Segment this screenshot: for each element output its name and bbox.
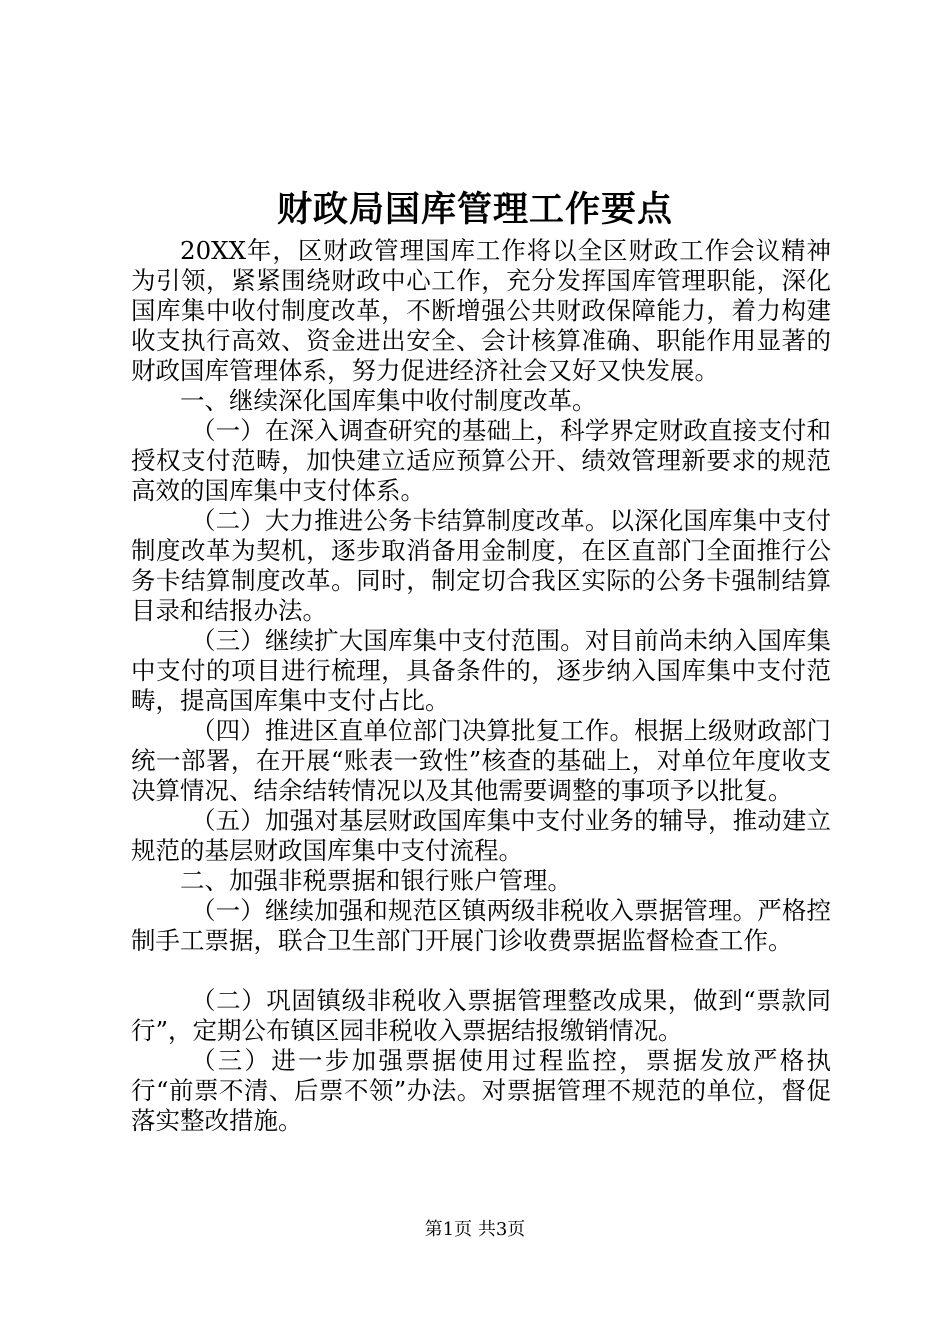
- section-1-item-4: （四）推进区直单位部门决算批复工作。根据上级财政部门统一部署，在开展“账表一致性”核查的基础上，对单位年度收支决算情况、结余结转情况以及其他需要调整的事项予以批复。: [131, 716, 831, 805]
- section-heading-2: 二、加强非税票据和银行账户管理。: [180, 866, 572, 895]
- intro-paragraph: 20XX年，区财政管理国库工作将以全区财政工作会议精神为引领，紧紧围绕财政中心工作，充分发挥国库管理职能，深化国库集中收付制度改革，不断增强公共财政保障能力，着力构建收支执行高效、资金进出安全、会计核算准确、职能作用显著的财政国库管理体系，努力促进经济社会又好又快发展。: [131, 236, 831, 385]
- paragraph-spacer: [131, 956, 831, 986]
- document-body: [131, 236, 831, 1136]
- section-1-item-1: （一）在深入调查研究的基础上，科学界定财政直接支付和授权支付范畴，加快建立适应预算公开、绩效管理新要求的规范高效的国库集中支付体系。: [131, 416, 831, 505]
- page-footer: 第1页 共3页: [424, 1219, 526, 1240]
- section-2-item-3: （三）进一步加强票据使用过程监控，票据发放严格执行“前票不清、后票不领”办法。对票据管理不规范的单位，督促落实整改措施。: [131, 1046, 831, 1135]
- section-2-item-2: （二）巩固镇级非税收入票据管理整改成果，做到“票款同行”，定期公布镇区园非税收入票据结报缴销情况。: [131, 986, 831, 1045]
- section-2-item-1: （一）继续加强和规范区镇两级非税收入票据管理。严格控制手工票据，联合卫生部门开展门诊收费票据监督检查工作。: [131, 896, 831, 955]
- section-heading-1: 一、继续深化国库集中收付制度改革。: [180, 386, 597, 415]
- document-title: 财政局国库管理工作要点: [276, 189, 673, 230]
- section-1-item-3: （三）继续扩大国库集中支付范围。对目前尚未纳入国库集中支付的项目进行梳理，具备条件的，逐步纳入国库集中支付范畴，提高国库集中支付占比。: [131, 626, 831, 715]
- section-1-item-5: （五）加强对基层财政国库集中支付业务的辅导，推动建立规范的基层财政国库集中支付流程。: [131, 806, 831, 865]
- section-1-item-2: （二）大力推进公务卡结算制度改革。以深化国库集中支付制度改革为契机，逐步取消备用金制度，在区直部门全面推行公务卡结算制度改革。同时，制定切合我区实际的公务卡强制结算目录和结报办法。: [131, 506, 831, 625]
